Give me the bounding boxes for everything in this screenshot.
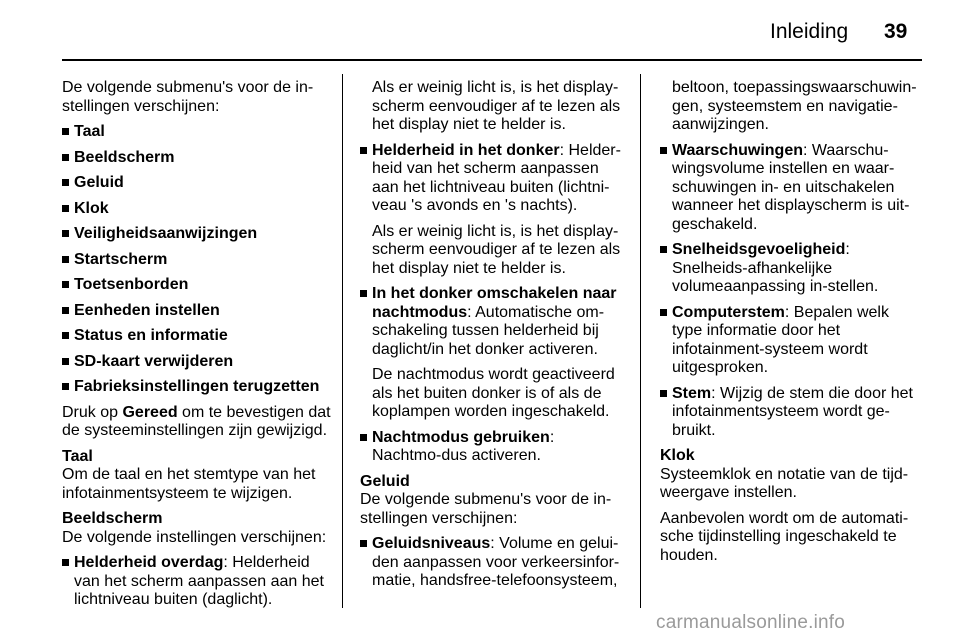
list-item: Helderheid in het donker: Helder-heid van het scherm aanpassen aan het lichtniveau buiten (lichtni-veau 's avonds en 's nachts). — [360, 142, 624, 216]
list-item: Stem: Wijzig de stem die door het infotainmentsysteem wordt ge-bruikt. — [660, 385, 922, 441]
list-item: In het donker omschakelen naar nachtmodus: Automatische om-schakeling tussen helderheid bij daglicht/in het donker activeren. — [360, 285, 624, 359]
list-item: Status en informatie — [62, 327, 334, 346]
section-geluid — [360, 473, 624, 529]
list-item: Helderheid overdag: Helderheid van het scherm aanpassen aan het lichtniveau buiten (daglicht). — [62, 554, 334, 610]
section-text: De volgende submenu's voor de in-stellingen verschijnen: — [360, 491, 612, 527]
submenu-list — [62, 123, 334, 397]
column-3 — [660, 79, 922, 572]
watermark: carmanualsonline.info — [656, 612, 846, 633]
section-beeldscherm — [62, 510, 334, 547]
page-title: Inleiding — [770, 20, 849, 43]
intro-text: De volgende submenu's voor de in-stellingen verschijnen: — [62, 79, 314, 115]
list-item: Fabrieksinstellingen terugzetten — [62, 378, 334, 397]
list-item: Toetsenborden — [62, 276, 334, 295]
section-heading: Geluid — [360, 472, 410, 490]
list-item: Geluid — [62, 174, 334, 193]
section-text: Systeemklok en notatie van de tijd-weergave instellen. — [660, 465, 909, 501]
continued-text: De nachtmodus wordt geactiveerd als het buiten donker is of als de koplampen worden ingeschakeld. — [372, 366, 615, 420]
list-item: Taal — [62, 123, 334, 142]
header-rule — [62, 59, 922, 61]
column-2 — [360, 79, 624, 598]
continued-text: Als er weinig licht is, is het display-scherm eenvoudiger af te lezen als het display niet te helder is. — [372, 79, 621, 133]
continued-text: beltoon, toepassingswaarschuwin-gen, systeemstem en navigatie-aanwijzingen. — [672, 79, 917, 133]
list-item: Veiligheidsaanwijzingen — [62, 225, 334, 244]
list-item: Klok — [62, 200, 334, 219]
list-item: Snelheidsgevoeligheid: Snelheids-afhankelijke volumeaanpassing in-stellen. — [660, 241, 922, 297]
column-divider — [640, 74, 641, 608]
list-item: Geluidsniveaus: Volume en gelui-den aanpassen voor verkeersinfor-matie, handsfree-telefoonsysteem, — [360, 535, 624, 591]
section-heading: Klok — [660, 447, 695, 464]
list-item: SD-kaart verwijderen — [62, 353, 334, 372]
page-number: 39 — [884, 20, 908, 43]
section-text: Aanbevolen wordt om de automati-sche tijdinstelling ingeschakeld te houden. — [660, 509, 909, 564]
continued-text: Als er weinig licht is, is het display-scherm eenvoudiger af te lezen als het display niet te helder is. — [372, 222, 621, 277]
section-heading: Beeldscherm — [62, 510, 163, 527]
list-item: Eenheden instellen — [62, 302, 334, 321]
section-text: Om de taal en het stemtype van het infotainmentsysteem te wijzigen. — [62, 466, 316, 502]
list-item: Waarschuwingen: Waarschu-wingsvolume instellen en waar-schuwingen in- en uitschakelen wanneer het displayscherm is uit-geschakeld. — [660, 142, 922, 235]
list-item: Beeldscherm — [62, 149, 334, 168]
column-1 — [62, 79, 334, 617]
section-taal — [62, 448, 334, 504]
page-header — [0, 0, 960, 62]
confirm-text: Druk op Gereed om te bevestigen dat de systeeminstellingen zijn gewijzigd. — [62, 403, 331, 439]
list-item: Startscherm — [62, 251, 334, 270]
section-text: De volgende instellingen verschijnen: — [62, 528, 327, 546]
list-item: Nachtmodus gebruiken: Nachtmo-dus activeren. — [360, 429, 624, 466]
section-heading: Taal — [62, 447, 93, 465]
section-klok — [660, 447, 922, 503]
column-divider — [342, 74, 343, 608]
list-item: Computerstem: Bepalen welk type informatie door het infotainment-systeem wordt uitgesproken. — [660, 304, 922, 378]
